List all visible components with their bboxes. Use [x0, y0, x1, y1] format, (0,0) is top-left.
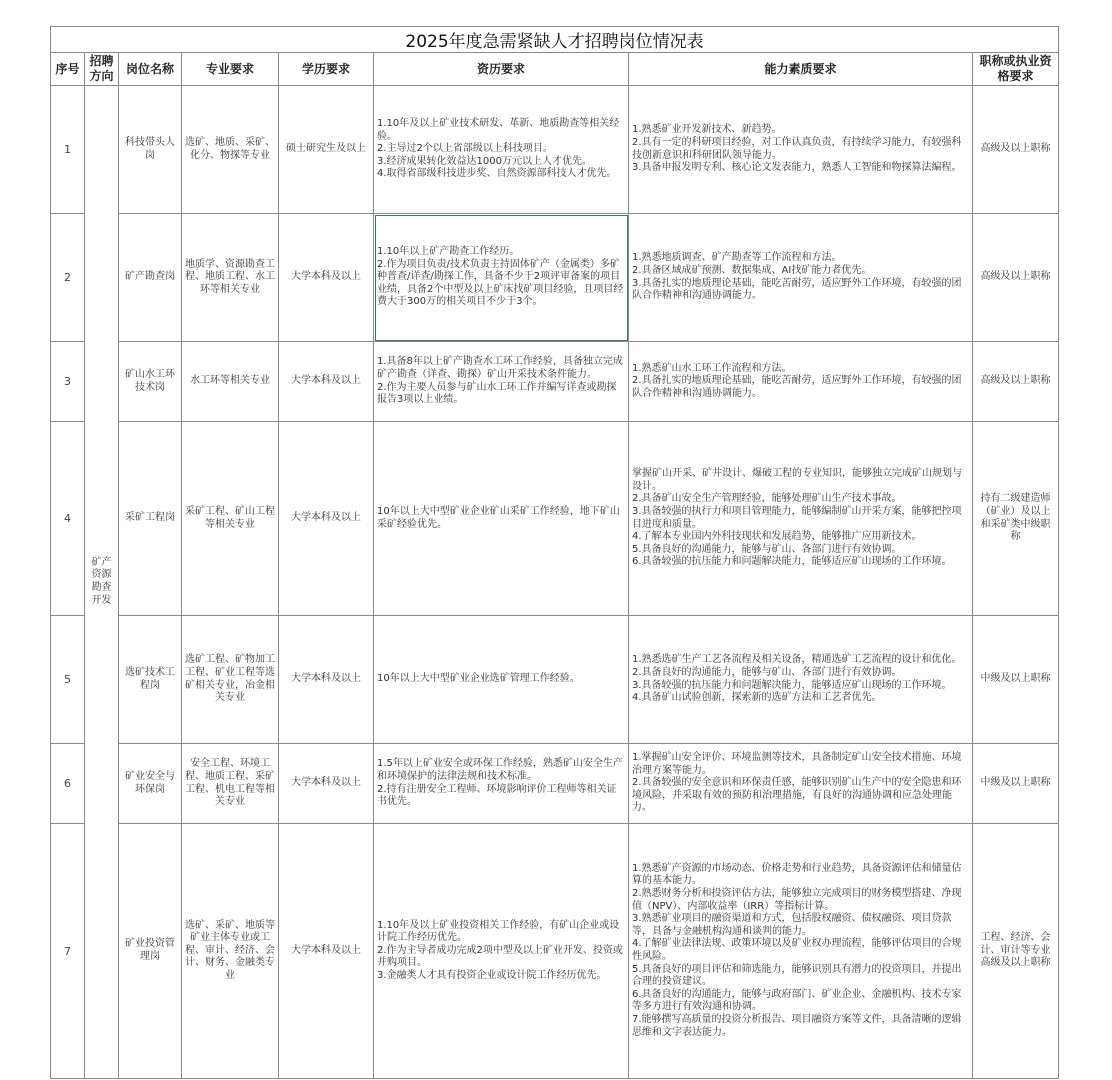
row-ability: 掌握矿山开采、矿井设计、爆破工程的专业知识，能够独立完成矿山规划与设计。 2.具备矿山安全生产管理经验，能够处理矿山生产技术事故。 3.具备较强的执行力和项目管理能力，能够编制矿山开采方案，能够把控项目进度和质量。 4.了解本专业国内外科技现状和发展趋势，能够推广应用新技术。 5.具备良好的沟通能力，能够与矿山、各部门进行有效协调。 6.具备较强的抗压能力和问题解决能力，能够适应矿山现场的工作环境。 — [629, 422, 973, 616]
header-title-req: 职称或执业资格要求 — [973, 53, 1059, 86]
row-title-req: 高级及以上职称 — [973, 214, 1059, 342]
header-position: 岗位名称 — [119, 53, 182, 86]
row-education: 大学本科及以上 — [279, 342, 374, 422]
table-title: 2025年度急需紧缺人才招聘岗位情况表 — [51, 27, 1059, 53]
row-ability: 1.熟悉矿山水工环工作流程和方法。 2.具备扎实的地质理论基础，能吃苦耐劳，适应野外工作环境，有较强的团队合作精神和沟通协调能力。 — [629, 342, 973, 422]
row-ability: 1.掌握矿山安全评价、环境监测等技术，具备制定矿山安全技术措施、环境治理方案等能力。 2.具备较强的安全意识和环保责任感，能够识别矿山生产中的安全隐患和环境风险，并采取有效的预防和治理措施，有良好的沟通协调和应急处理能力。 — [629, 744, 973, 824]
row-major: 选矿、采矿、地质等矿业主体专业或工程、审计、经济、会计、财务、金融类专业 — [182, 824, 279, 1079]
row-education: 大学本科及以上 — [279, 616, 374, 744]
row-education: 大学本科及以上 — [279, 824, 374, 1079]
row-title-req: 高级及以上职称 — [973, 86, 1059, 214]
header-ability: 能力素质要求 — [629, 53, 973, 86]
row-position: 矿业投资管理岗 — [119, 824, 182, 1079]
row-position: 科技带头人岗 — [119, 86, 182, 214]
row-seq: 4 — [51, 422, 85, 616]
row-qualification: 1.10年以上矿产勘查工作经历。 2.作为项目负责/技术负责主持固体矿产（金属类）多矿种普查/详查/勘探工作，具备不少于2项评审备案的项目业绩，具备2个中型及以上矿床找矿项目经验，且项目经费大于300万的相关项目不少于3个。 — [374, 214, 629, 342]
row-position: 选矿技术工程岗 — [119, 616, 182, 744]
table-row — [51, 214, 1059, 342]
row-seq: 6 — [51, 744, 85, 824]
row-qualification: 1.5年以上矿业安全或环保工作经验，熟悉矿山安全生产和环境保护的法律法规和技术标准。 2.持有注册安全工程师、环境影响评价工程师等相关证书优先。 — [374, 744, 629, 824]
row-education: 硕士研究生及以上 — [279, 86, 374, 214]
row-major: 水工环等相关专业 — [182, 342, 279, 422]
direction-cell: 矿产资源勘查开发 — [85, 86, 119, 1079]
recruitment-sheet — [50, 26, 1058, 1076]
table-row — [51, 342, 1059, 422]
row-ability: 1.熟悉矿业开发新技术、新趋势。 2.具有一定的科研项目经验，对工作认真负责，有持续学习能力，有较强科技创新意识和科研团队领导能力。 3.具备申报发明专利、核心论文发表能力，熟悉人工智能和物探算法编程。 — [629, 86, 973, 214]
row-qualification: 1.10年及以上矿业投资相关工作经验，有矿山企业或设计院工作经历优先。 2.作为主导者成功完成2项中型及以上矿业开发、投资或并购项目。 3.金融类人才具有投资企业或设计院工作经历优先。 — [374, 824, 629, 1079]
header-education: 学历要求 — [279, 53, 374, 86]
row-seq: 7 — [51, 824, 85, 1079]
row-seq: 1 — [51, 86, 85, 214]
header-major: 专业要求 — [182, 53, 279, 86]
row-title-req: 高级及以上职称 — [973, 342, 1059, 422]
row-major: 选矿工程、矿物加工工程、矿业工程等选矿相关专业，冶金相关专业 — [182, 616, 279, 744]
row-title-req: 中级及以上职称 — [973, 744, 1059, 824]
row-title-req: 持有二级建造师（矿业）及以上和采矿类中级职称 — [973, 422, 1059, 616]
row-position: 矿业安全与环保岗 — [119, 744, 182, 824]
table-row — [51, 86, 1059, 214]
row-major: 安全工程、环境工程、地质工程、采矿工程、机电工程等相关专业 — [182, 744, 279, 824]
row-ability: 1.熟悉选矿生产工艺各流程及相关设备，精通选矿工艺流程的设计和优化。 2.具备良好的沟通能力，能够与矿山、各部门进行有效协调。 3.具备较强的抗压能力和问题解决能力，能够适应矿山现场的工作环境。 4.具备矿山试验创新，探索新的选矿方法和工艺者优先。 — [629, 616, 973, 744]
row-qualification: 1.10年及以上矿业技术研发、革新、地质勘查等相关经验。 2.主导过2个以上省部级以上科技项目。 3.经济成果转化效益达1000万元以上人才优先。 4.取得省部级科技进步奖、自然资源部科技人才优先。 — [374, 86, 629, 214]
row-education: 大学本科及以上 — [279, 214, 374, 342]
table-row — [51, 422, 1059, 616]
table-row — [51, 824, 1059, 1079]
row-seq: 5 — [51, 616, 85, 744]
row-education: 大学本科及以上 — [279, 422, 374, 616]
row-major: 选矿、地质、采矿、化分、物探等专业 — [182, 86, 279, 214]
row-ability: 1.熟悉矿产资源的市场动态、价格走势和行业趋势，具备资源评估和储量估算的基本能力。 2.熟悉财务分析和投资评估方法，能够独立完成项目的财务模型搭建、净现值（NPV）、内部收益率（IRR）等指标计算。 3.熟悉矿业项目的融资渠道和方式，包括股权融资、债权融资、项目贷款等，具备与金融机构沟通和谈判的能力。 4.了解矿业法律法规、政策环境以及矿业权办理流程，能够评估项目的合规性风险。 5.具备良好的项目评估和筛选能力，能够识别具有潜力的投资项目，并提出合理的投资建议。 6.具备良好的沟通能力，能够与政府部门、矿业企业、金融机构、技术专家等多方进行有效沟通和协调。 7.能够撰写高质量的投资分析报告、项目融资方案等文件，具备清晰的逻辑思维和文字表达能力。 — [629, 824, 973, 1079]
row-major: 采矿工程、矿山工程等相关专业 — [182, 422, 279, 616]
row-education: 大学本科及以上 — [279, 744, 374, 824]
row-title-req: 工程、经济、会计、审计等专业高级及以上职称 — [973, 824, 1059, 1079]
row-seq: 2 — [51, 214, 85, 342]
header-seq: 序号 — [51, 53, 85, 86]
table-row — [51, 616, 1059, 744]
row-qualification: 1.具备8年以上矿产勘查水工环工作经验，具备独立完成矿产勘查（详查、勘探）矿山开采技术条件能力。 2.作为主要人员参与矿山水工环工作并编写详查或勘探报告3项以上业绩。 — [374, 342, 629, 422]
row-position: 采矿工程岗 — [119, 422, 182, 616]
row-title-req: 中级及以上职称 — [973, 616, 1059, 744]
row-qualification: 10年以上大中型矿业企业选矿管理工作经验。 — [374, 616, 629, 744]
header-direction: 招聘方向 — [85, 53, 119, 86]
recruitment-table — [50, 26, 1059, 1079]
row-qualification: 10年以上大中型矿业企业矿山采矿工作经验，地下矿山采矿经验优先。 — [374, 422, 629, 616]
header-row — [51, 53, 1059, 86]
row-seq: 3 — [51, 342, 85, 422]
row-ability: 1.熟悉地质调查、矿产勘查等工作流程和方法。 2.具备区域成矿预测、数据集成、AI找矿能力者优先。 3.具备扎实的地质理论基础，能吃苦耐劳，适应野外工作环境，有较强的团队合作精神和沟通协调能力。 — [629, 214, 973, 342]
row-position: 矿产勘查岗 — [119, 214, 182, 342]
row-major: 地质学、资源勘查工程、地质工程、水工环等相关专业 — [182, 214, 279, 342]
row-position: 矿山水工环技术岗 — [119, 342, 182, 422]
table-row — [51, 744, 1059, 824]
header-qualification: 资历要求 — [374, 53, 629, 86]
